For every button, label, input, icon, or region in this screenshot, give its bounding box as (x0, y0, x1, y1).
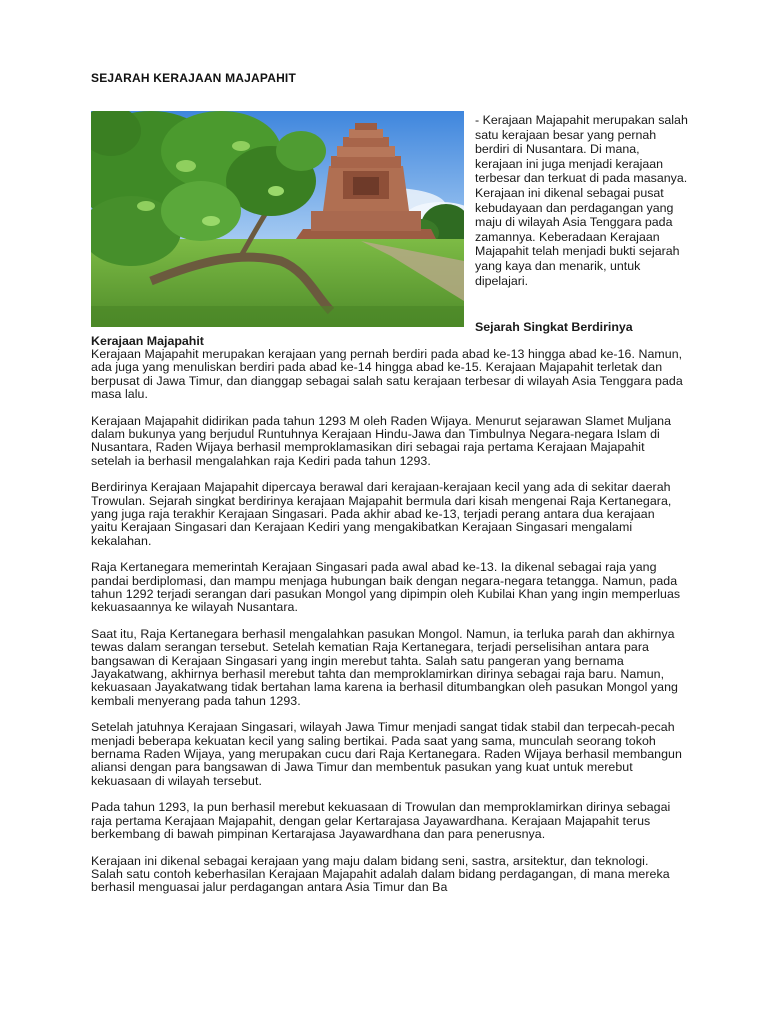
body-paragraph: Pada tahun 1293, Ia pun berhasil merebut kekuasaan di Trowulan dan memproklamirkan dirinya sebagai raja pertama Kerajaan Majapahit, dengan gelar Kertarajasa Jayawardhana. Kerajaan Majapahit terus berkembang di bawah pimpinan Kertarajasa Jayawardhana dan para penerusnya. (91, 800, 671, 841)
body-paragraph: Kerajaan Majapahit merupakan kerajaan yang pernah berdiri pada abad ke-13 hingga abad ke-16. Namun, ada juga yang menuliskan berdiri pada abad ke-14 hingga abad ke-15. Kerajaan Majapahit terletak dan berpusat di Jawa Timur, dan dianggap sebagai salah satu kerajaan terbesar di wilayah Asia Tenggara pada masa lalu. (91, 347, 683, 401)
body-paragraph: Kerajaan Majapahit didirikan pada tahun 1293 M oleh Raden Wijaya. Menurut sejarawan Slamet Muljana dalam bukunya yang berjudul Runtuhnya Kerajaan Hindu-Jawa dan Timbulnya Negara-negara Islam di Nusantara, Raden Wijaya berhasil memproklamasikan diri sebagai raja pertama Kerajaan Majapahit setelah ia berhasil mengalahkan raja Kediri pada tahun 1293. (91, 413, 672, 468)
temple-photo-illustration (91, 111, 464, 327)
body-text (91, 348, 683, 908)
body-paragraph: Setelah jatuhnya Kerajaan Singasari, wilayah Jawa Timur menjadi sangat tidak stabil dan terpecah-pecah menjadi beberapa kekuatan kecil yang saling bertikai. Pada saat yang sama, munculah seorang tokoh bernama Raden Wijaya, yang merupakan cucu dari Raja Kertanegara. Raden Wijaya berhasil membangun aliansi dengan para bangsawan di Jawa Timur dan membentuk pasukan yang kuat untuk merebut kekuasaan di wilayah tersebut. (91, 720, 682, 788)
intro-text (475, 113, 690, 288)
document-title: SEJARAH KERAJAAN MAJAPAHIT (91, 71, 296, 85)
section-heading-part-2: Kerajaan Majapahit (91, 334, 204, 348)
section-heading-part-1: Sejarah Singkat Berdirinya (475, 320, 633, 334)
intro-paragraph-2: Kerajaan ini dikenal sebagai pusat kebudayaan dan perdagangan yang maju di wilayah Asia Tenggara pada zamannya. Keberadaan Kerajaan Majapahit telah menjadi bukti sejarah yang kaya dan menarik, untuk dipelajari. (475, 185, 680, 288)
body-paragraph: Saat itu, Raja Kertanegara berhasil mengalahkan pasukan Mongol. Namun, ia terluka parah dan akhirnya tewas dalam serangan tersebut. Setelah kematian Raja Kertanegara, terjadi perselisihan antara para bangsawan di Kerajaan Singasari yang ingin merebut tahta. Salah satu pangeran yang bernama Jayakatwang, akhirnya berhasil merebut tahta dan memproklamirkan dirinya sebagai raja baru. Namun, kekuasaan Jayakatwang tidak bertahan lama karena ia berhasil ditumbangkan oleh pasukan Mongol yang kembali menyerang pada tahun 1293. (91, 627, 678, 708)
intro-paragraph-1: - Kerajaan Majapahit merupakan salah satu kerajaan besar yang pernah berdiri di Nusantara. Di mana, kerajaan ini juga menjadi kerajaan terbesar dan terkuat di pada masanya. (475, 113, 688, 186)
temple-photo (91, 111, 464, 327)
body-paragraph: Raja Kertanegara memerintah Kerajaan Singasari pada awal abad ke-13. Ia dikenal sebagai raja yang pandai berdiplomasi, dan mampu menjaga hubungan baik dengan negara-negara tetangga. Namun, pada tahun 1292 terjadi serangan dari pasukan Mongol yang dipimpin oleh Kubilai Khan yang ingin memperluas kekuasaannya ke wilayah Nusantara. (91, 560, 681, 615)
body-paragraph: Berdirinya Kerajaan Majapahit dipercaya berawal dari kerajaan-kerajaan kecil yang ada di sekitar daerah Trowulan. Sejarah singkat berdirinya kerajaan Majapahit bermula dari kisah mengenai Raja Kertanegara, yang juga raja terakhir Kerajaan Singasari. Pada akhir abad ke-13, terjadi perang antara dua kerajaan yaitu Kerajaan Singasari dan Kerajaan Kediri yang mengakibatkan Kerajaan Singasari mengalami kekalahan. (91, 480, 672, 548)
body-paragraph: Kerajaan ini dikenal sebagai kerajaan yang maju dalam bidang seni, sastra, arsitektur, dan teknologi. Salah satu contoh keberhasilan Kerajaan Majapahit adalah dalam bidang perdagangan, di mana mereka berhasil menguasai jalur perdagangan antara Asia Timur dan Ba (91, 853, 670, 895)
